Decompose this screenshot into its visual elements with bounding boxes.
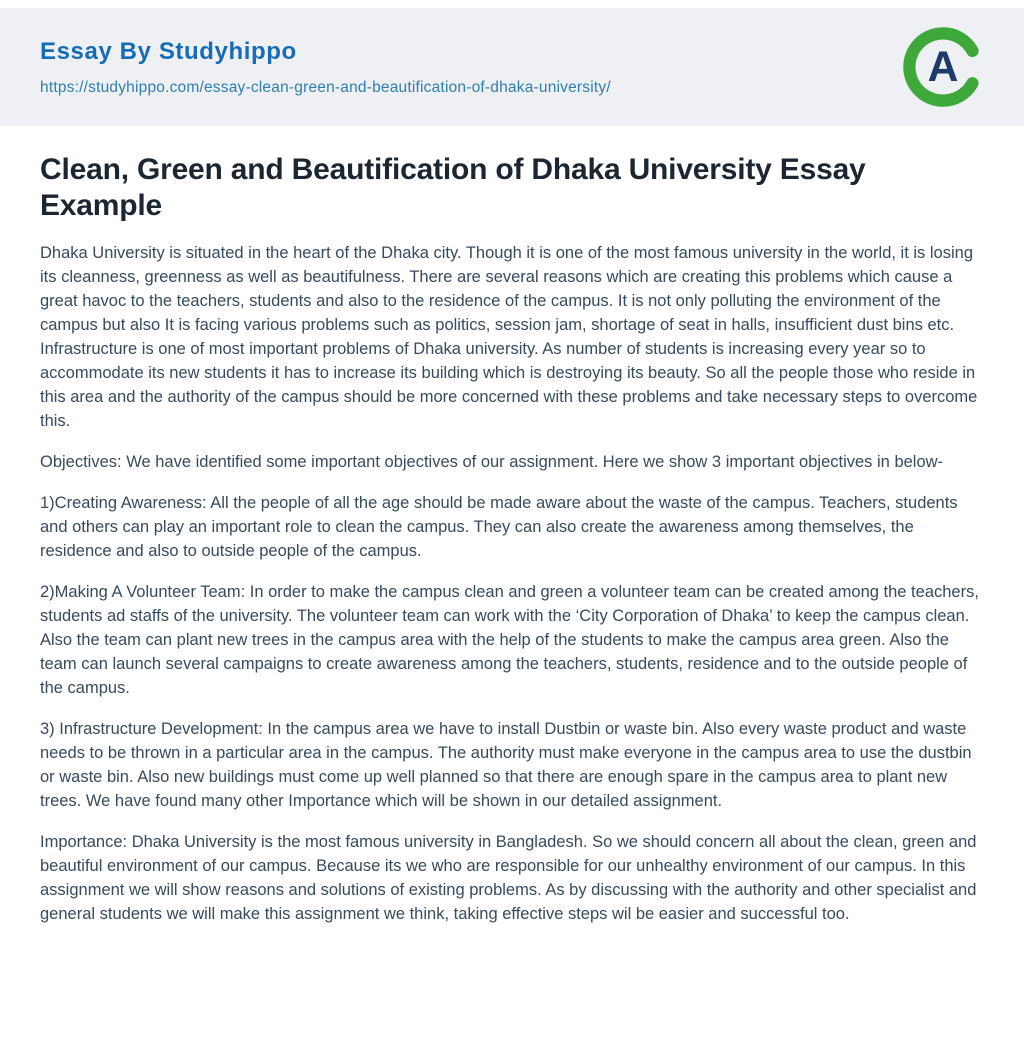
site-title: Essay By Studyhippo	[40, 37, 297, 65]
essay-paragraph: 3) Infrastructure Development: In the campus area we have to install Dustbin or waste bin. Also every waste product and waste needs to be thrown in a particular area in the campus. The authority must make everyone in the campus area to use the dustbin or waste bin. Also new buildings must come up well planned so that there are enough spare in the campus area to plant new trees. We have found many other Importance which will be shown in our detailed assignment.	[40, 720, 972, 810]
essay-url-link[interactable]: https://studyhippo.com/essay-clean-green-and-beautification-of-dhaka-university/	[40, 78, 611, 96]
page-header	[0, 8, 1024, 126]
essay-paragraph: 2)Making A Volunteer Team: In order to make the campus clean and green a volunteer team can be created among the teachers, students ad staffs of the university. The volunteer team can work with the ‘City Corporation of Dhaka’ to keep the campus clean. Also the team can plant new trees in the campus area with the help of the students to make the campus area green. Also the team can launch several campaigns to create awareness among the teachers, students, residence and to the outside people of the campus.	[40, 583, 979, 697]
header-text-block	[40, 38, 611, 97]
essay-title: Clean, Green and Beautification of Dhaka University Essay Example	[40, 153, 866, 222]
studyhippo-logo[interactable]	[902, 26, 984, 108]
essay-paragraph: 1)Creating Awareness: All the people of all the age should be made aware about the waste of the campus. Teachers, students and others can play an important role to clean the campus. They can also create the awareness among themselves, the residence and also to outside people of the campus.	[40, 494, 958, 560]
essay-content	[0, 126, 1024, 966]
essay-paragraph: Objectives: We have identified some important objectives of our assignment. Here we show 3 important objectives in below-	[40, 453, 944, 471]
studyhippo-logo-icon	[902, 26, 984, 108]
logo-letter: A	[927, 42, 959, 91]
essay-paragraph: Importance: Dhaka University is the most famous university in Bangladesh. So we should concern all about the clean, green and beautiful environment of our campus. Because its we who are responsible for our unhealthy environment of our campus. In this assignment we will show reasons and solutions of existing problems. As by discussing with the authority and other specialist and general students we will make this assignment we think, taking effective steps wil be easier and successful too.	[40, 833, 977, 923]
essay-paragraph: Dhaka University is situated in the heart of the Dhaka city. Though it is one of the most famous university in the world, it is losing its cleanness, greenness as well as beautifulness. There are several reasons which are creating this problems which cause a great havoc to the teachers, students and also to the residence of the campus. It is not only polluting the environment of the campus but also It is facing various problems such as politics, session jam, shortage of seat in halls, insufficient dust bins etc. Infrastructure is one of most important problems of Dhaka university. As number of students is increasing every year so to accommodate its new students it has to increase its building which is destroying its beauty. So all the people those who reside in this area and the authority of the campus should be more concerned with these problems and take necessary steps to overcome this.	[40, 244, 978, 430]
